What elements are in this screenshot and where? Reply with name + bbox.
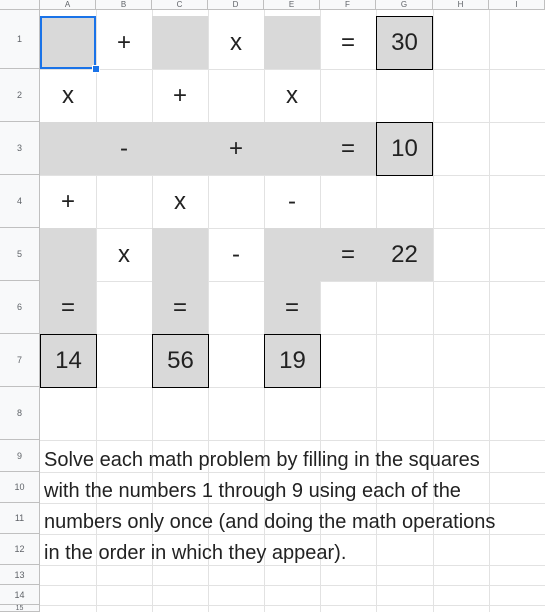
row-result-cell[interactable]: 30 (376, 16, 433, 70)
answer-square-a3[interactable] (40, 122, 96, 175)
operator-cell[interactable]: - (96, 122, 152, 175)
row-header-5[interactable]: 5 (0, 228, 40, 281)
answer-square-a1[interactable] (40, 16, 96, 69)
row-header-2[interactable]: 2 (0, 69, 40, 122)
row-header-15[interactable]: 15 (0, 605, 40, 612)
instruction-line: Solve each math problem by filling in the squares (44, 449, 480, 471)
column-header-g[interactable]: G (376, 0, 433, 10)
answer-square-c3[interactable] (152, 122, 208, 175)
row-header-6[interactable]: 6 (0, 281, 40, 334)
row-result-cell[interactable]: 22 (376, 228, 433, 281)
equals-cell[interactable]: = (320, 228, 376, 281)
row-result-cell[interactable]: 10 (376, 122, 433, 176)
row-header-13[interactable]: 13 (0, 565, 40, 585)
instruction-line: numbers only once (and doing the math operations (44, 511, 496, 533)
operator-cell[interactable]: - (288, 187, 296, 215)
equals-cell[interactable]: = (320, 122, 376, 175)
row-header-9[interactable]: 9 (0, 440, 40, 472)
equals-cell[interactable]: = (264, 281, 320, 334)
row-header-3[interactable]: 3 (0, 122, 40, 175)
answer-square-e3[interactable] (264, 122, 320, 175)
column-header-i[interactable]: I (489, 0, 545, 10)
operator-cell[interactable]: x (118, 240, 130, 268)
operator-cell[interactable]: x (230, 28, 242, 56)
row-header-4[interactable]: 4 (0, 175, 40, 228)
gridline (40, 440, 545, 441)
row-header-7[interactable]: 7 (0, 334, 40, 387)
gridline (40, 605, 545, 606)
column-header-f[interactable]: F (320, 0, 376, 10)
gridline (40, 585, 545, 586)
column-result-cell[interactable]: 56 (152, 334, 209, 388)
instructions-text[interactable] (44, 445, 544, 569)
operator-cell[interactable]: + (116, 28, 131, 56)
row-header-8[interactable]: 8 (0, 387, 40, 440)
operator-cell[interactable]: x (174, 187, 186, 215)
answer-square-e1[interactable] (264, 16, 320, 69)
row-header-11[interactable]: 11 (0, 503, 40, 534)
operator-cell[interactable]: x (62, 81, 74, 109)
equals-cell[interactable]: = (340, 28, 355, 56)
instruction-line: with the numbers 1 through 9 using each of the (44, 480, 461, 502)
row-header-10[interactable]: 10 (0, 472, 40, 503)
row-header-12[interactable]: 12 (0, 534, 40, 565)
equals-cell[interactable]: = (40, 281, 96, 334)
column-header-e[interactable]: E (264, 0, 320, 10)
answer-square-c1[interactable] (152, 16, 208, 69)
operator-cell[interactable]: x (286, 81, 298, 109)
column-header-b[interactable]: B (96, 0, 152, 10)
answer-square-a5[interactable] (40, 228, 96, 281)
operator-cell[interactable]: + (208, 122, 264, 175)
column-result-cell[interactable]: 14 (40, 334, 97, 388)
answer-square-c5[interactable] (152, 228, 208, 281)
column-result-cell[interactable]: 19 (264, 334, 321, 388)
row-header-14[interactable]: 14 (0, 585, 40, 605)
instruction-line: in the order in which they appear). (44, 542, 347, 564)
row-header-1[interactable]: 1 (0, 10, 40, 69)
select-all-corner[interactable] (0, 0, 40, 10)
column-header-c[interactable]: C (152, 0, 208, 10)
column-header-d[interactable]: D (208, 0, 264, 10)
operator-cell[interactable]: - (232, 240, 240, 268)
answer-square-e5[interactable] (264, 228, 320, 281)
column-header-h[interactable]: H (433, 0, 489, 10)
operator-cell[interactable]: + (60, 187, 75, 215)
column-header-a[interactable]: A (40, 0, 96, 10)
operator-cell[interactable]: + (172, 81, 187, 109)
equals-cell[interactable]: = (152, 281, 208, 334)
